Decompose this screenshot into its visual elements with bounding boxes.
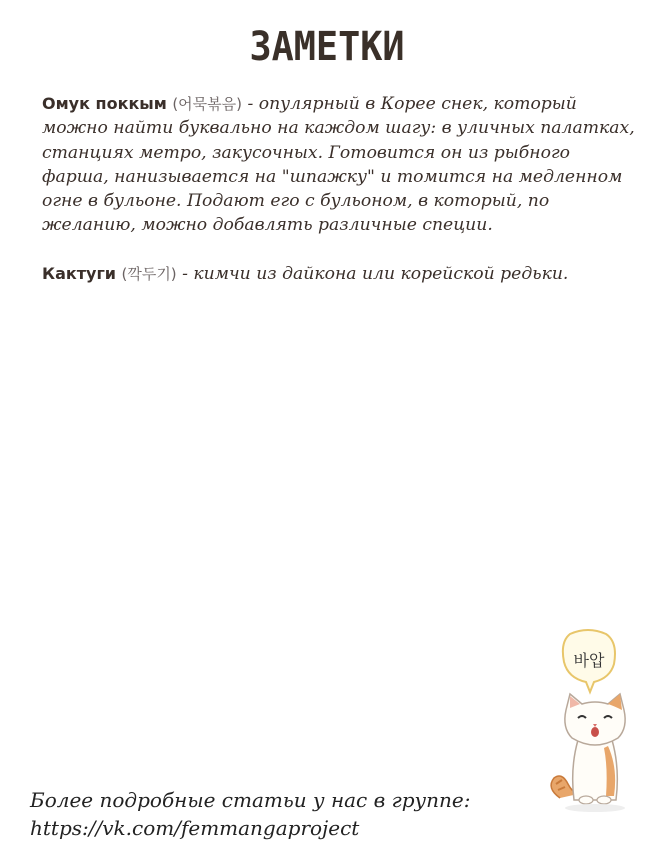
note-korean: (깍두기) xyxy=(121,264,177,283)
note-item xyxy=(42,262,642,286)
note-term: Кактуги xyxy=(42,263,117,283)
note-item xyxy=(42,92,642,238)
note-korean: (어묵볶음) xyxy=(172,95,242,113)
note-text: - кимчи из дайкона или корейской редьки. xyxy=(176,263,569,284)
note-term: Омук поккым xyxy=(42,94,167,113)
group-link[interactable]: https://vk.com/femmangaproject xyxy=(30,816,360,840)
footer-caption: Более подробные статьи у нас в группе: xyxy=(30,788,471,812)
cat-mascot-icon xyxy=(548,628,644,818)
note-text: - опулярный в Корее снек, который можно найти буквально на каждом шагу: в уличных палатках, станциях метро, закусочных. Готовится он из рыбного фарша, нанизывается на "шпажку" и томится на медленном огне в бульоне. Подают его с бульоном, в который, по желанию, можно добавлять различные специи. xyxy=(42,94,635,236)
notes-list xyxy=(42,92,642,310)
footer xyxy=(30,786,470,842)
speech-bubble-text: 바압 xyxy=(573,651,605,670)
page-title: ЗАМЕТКИ xyxy=(249,24,405,70)
